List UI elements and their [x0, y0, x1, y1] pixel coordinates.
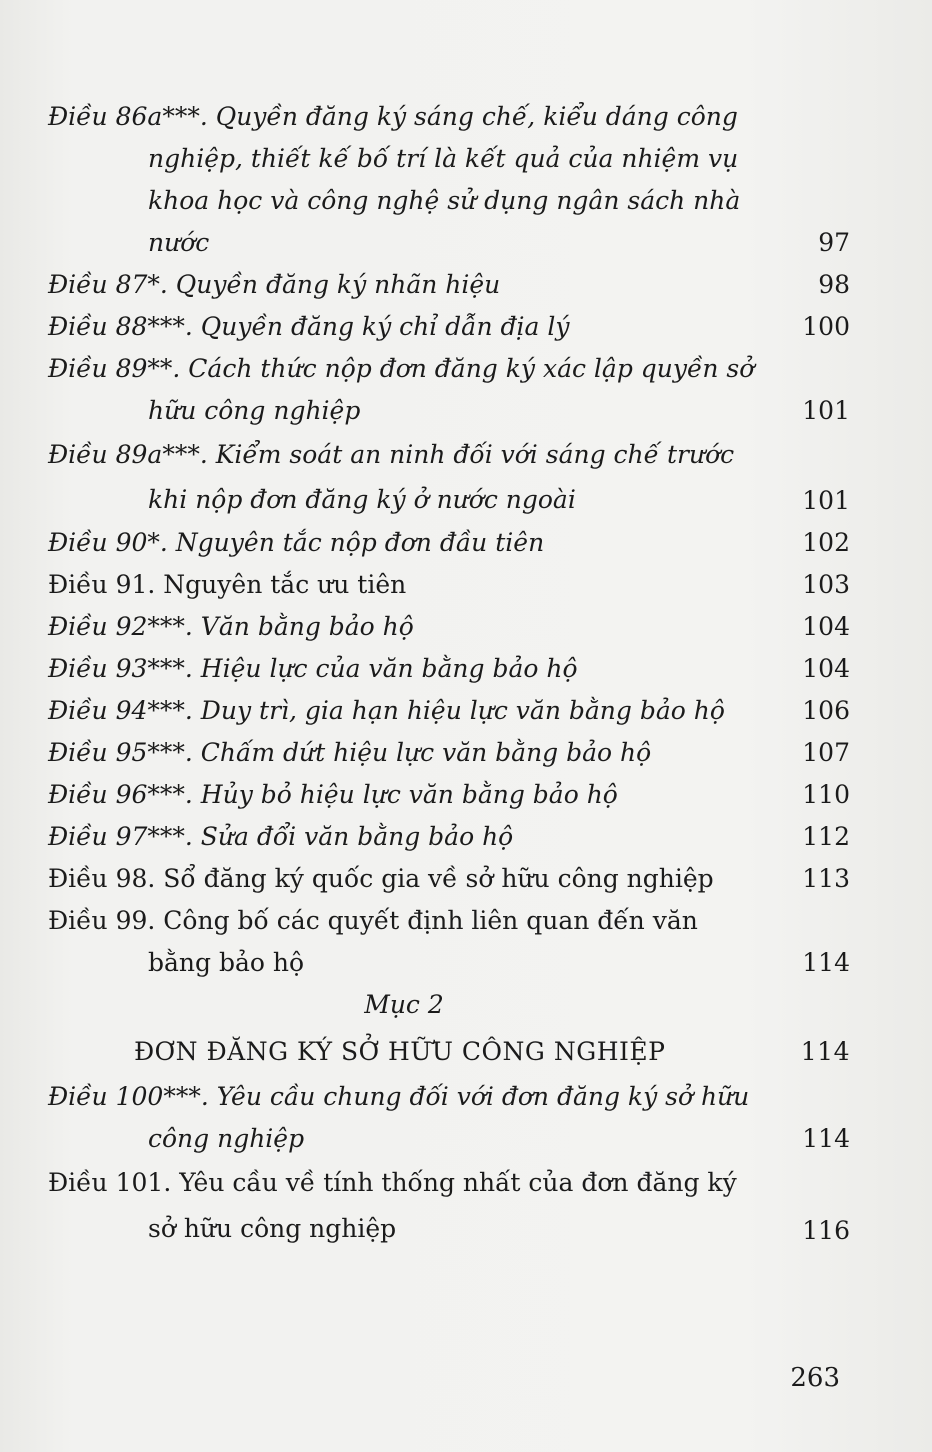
toc-entry-page: 101 [802, 396, 850, 425]
toc-entry-page: 103 [802, 570, 850, 599]
section-label: Mục 2 [364, 990, 444, 1019]
toc-entry-title: Điều 96***. Hủy bỏ hiệu lực văn bằng bảo hộ [48, 780, 618, 809]
toc-entry-title: Điều 87*. Quyền đăng ký nhãn hiệu [48, 270, 501, 299]
page-number: 263 [790, 1363, 840, 1393]
toc-entry-title: Điều 91. Nguyên tắc ưu tiên [48, 570, 407, 599]
table-of-contents [48, 96, 850, 1252]
toc-entry-title: Điều 94***. Duy trì, gia hạn hiệu lực văn bằng bảo hộ [48, 696, 725, 725]
toc-entry-title: Điều 98. Sổ đăng ký quốc gia về sở hữu công nghiệp [48, 864, 714, 893]
toc-entry-90 [48, 522, 850, 564]
toc-entry-title: Điều 92***. Văn bằng bảo hộ [48, 612, 414, 641]
toc-entry-92 [48, 606, 850, 648]
toc-entry-page: 97 [818, 228, 850, 257]
toc-entry-86a [48, 96, 850, 264]
toc-entry-94 [48, 690, 850, 732]
toc-entry-page: 100 [802, 312, 850, 341]
section-page: 114 [800, 1037, 850, 1066]
toc-entry-title: Điều 90*. Nguyên tắc nộp đơn đầu tiên [48, 528, 545, 557]
toc-entry-title: Điều 100***. Yêu cầu chung đối với đơn đăng ký sở hữu công nghiệp [48, 1082, 750, 1153]
toc-entry-title: Điều 99. Công bố các quyết định liên quan đến văn bằng bảo hộ [48, 906, 698, 977]
toc-entry-page: 104 [802, 612, 850, 641]
toc-entry-97 [48, 816, 850, 858]
toc-entry-page: 113 [802, 864, 850, 893]
toc-entry-98 [48, 858, 850, 900]
toc-entry-page: 98 [818, 270, 850, 299]
toc-entry-title: Điều 101. Yêu cầu về tính thống nhất của đơn đăng ký sở hữu công nghiệp [48, 1168, 737, 1243]
toc-entry-title: Điều 95***. Chấm dứt hiệu lực văn bằng bảo hộ [48, 738, 652, 767]
toc-entry-title: Điều 86a***. Quyền đăng ký sáng chế, kiểu dáng công nghiệp, thiết kế bố trí là kết quả của nhiệm vụ khoa học và công nghệ sử dụng ngân sách nhà nước [48, 102, 741, 257]
toc-entry-96 [48, 774, 850, 816]
toc-entry-page: 102 [802, 528, 850, 557]
toc-entry-page: 114 [802, 948, 850, 977]
toc-entry-100 [48, 1076, 850, 1160]
toc-entry-page: 112 [802, 822, 850, 851]
toc-entry-87 [48, 264, 850, 306]
toc-entry-89a [48, 432, 850, 522]
toc-entry-93 [48, 648, 850, 690]
toc-entry-title: Điều 93***. Hiệu lực của văn bằng bảo hộ [48, 654, 578, 683]
toc-entry-page: 110 [802, 780, 850, 809]
toc-entry-89 [48, 348, 850, 432]
section-title-text: ĐƠN ĐĂNG KÝ SỞ HỮU CÔNG NGHIỆP [134, 1037, 666, 1066]
toc-entry-101 [48, 1160, 850, 1252]
toc-entry-99 [48, 900, 850, 984]
toc-entry-page: 116 [802, 1216, 850, 1245]
toc-entry-88 [48, 306, 850, 348]
toc-entry-page: 106 [802, 696, 850, 725]
section-title [48, 1028, 850, 1076]
toc-entry-title: Điều 89**. Cách thức nộp đơn đăng ký xác lập quyền sở hữu công nghiệp [48, 354, 755, 425]
toc-entry-91 [48, 564, 850, 606]
toc-entry-page: 114 [802, 1124, 850, 1153]
toc-entry-title: Điều 97***. Sửa đổi văn bằng bảo hộ [48, 822, 514, 851]
toc-entry-title: Điều 89a***. Kiểm soát an ninh đối với sáng chế trước khi nộp đơn đăng ký ở nước ngoài [48, 440, 735, 514]
toc-entry-95 [48, 732, 850, 774]
toc-entry-title: Điều 88***. Quyền đăng ký chỉ dẫn địa lý [48, 312, 570, 341]
toc-entry-page: 101 [802, 486, 850, 515]
toc-entry-page: 104 [802, 654, 850, 683]
toc-entry-page: 107 [802, 738, 850, 767]
